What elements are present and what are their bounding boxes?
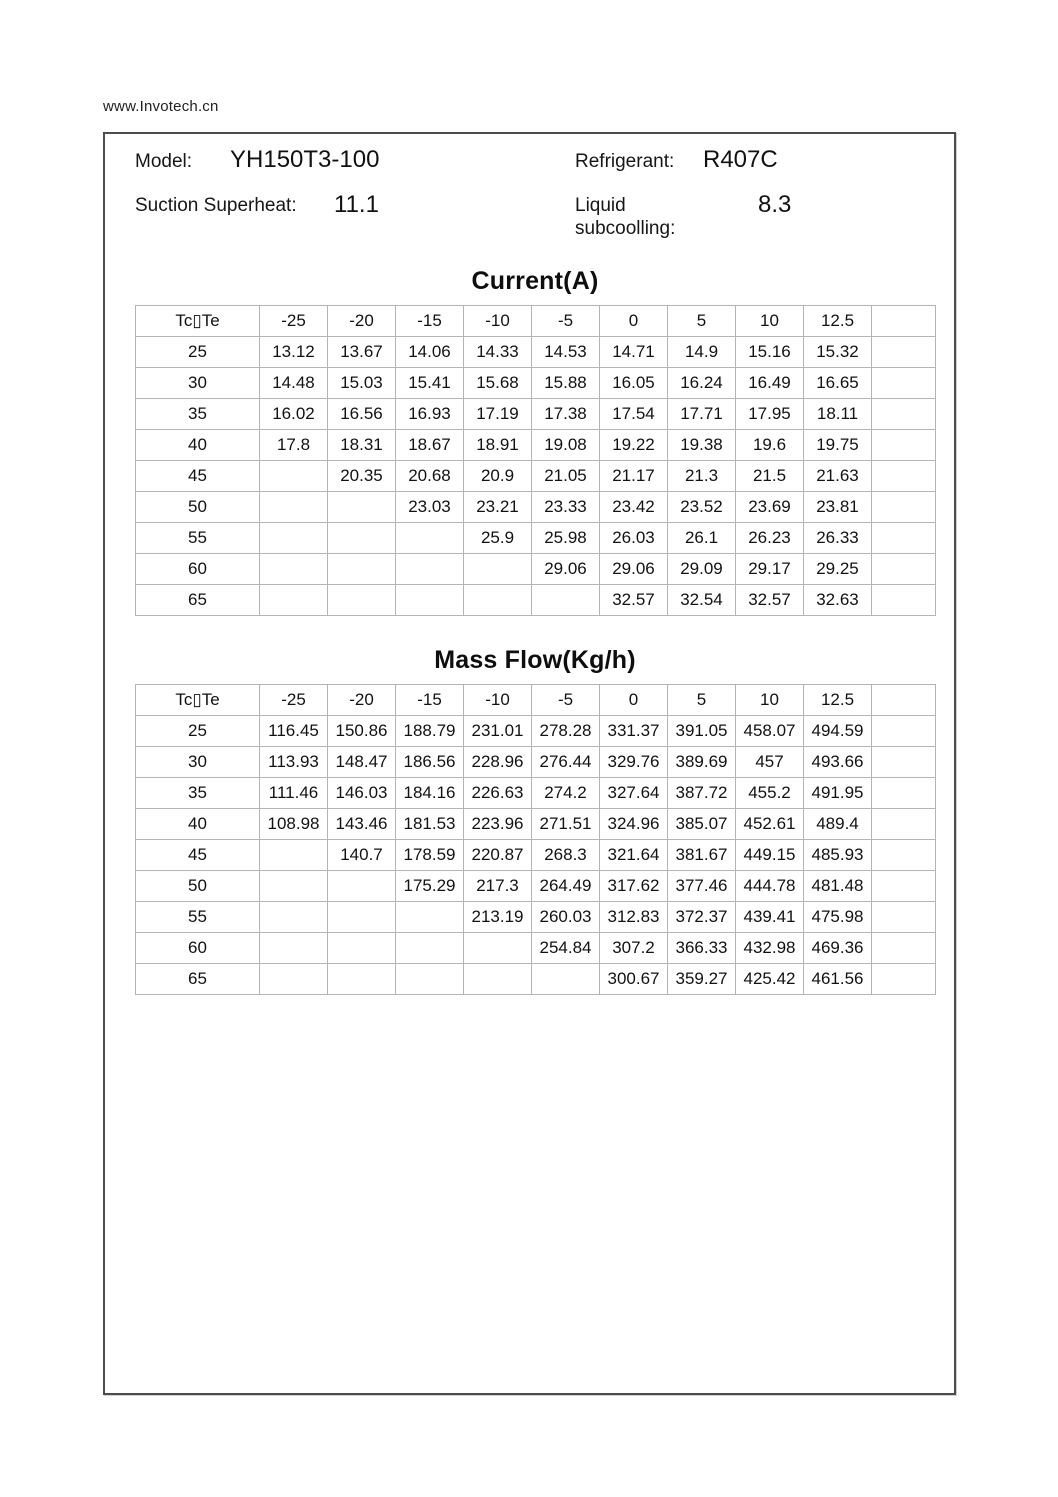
table-cell (396, 933, 464, 964)
table-cell: 23.69 (736, 492, 804, 523)
table-cell: 0 (600, 685, 668, 716)
table-cell: 17.38 (532, 399, 600, 430)
table-cell: 108.98 (260, 809, 328, 840)
table-cell: 16.24 (668, 368, 736, 399)
table-cell: 23.42 (600, 492, 668, 523)
table-cell: 223.96 (464, 809, 532, 840)
table-cell (872, 306, 936, 337)
table-cell: 449.15 (736, 840, 804, 871)
table-cell: 329.76 (600, 747, 668, 778)
table-cell: 140.7 (328, 840, 396, 871)
table-cell: 19.22 (600, 430, 668, 461)
table-cell: 26.1 (668, 523, 736, 554)
table-cell: 17.95 (736, 399, 804, 430)
table-cell: 26.23 (736, 523, 804, 554)
row-header-cell: 25 (136, 337, 260, 368)
table-cell: 26.03 (600, 523, 668, 554)
table-cell: 331.37 (600, 716, 668, 747)
table-cell (872, 554, 936, 585)
table-cell: 327.64 (600, 778, 668, 809)
table-cell: 13.67 (328, 337, 396, 368)
table-cell: 29.09 (668, 554, 736, 585)
table-cell (532, 964, 600, 995)
table-cell: 359.27 (668, 964, 736, 995)
table-cell: 228.96 (464, 747, 532, 778)
refrigerant-value: R407C (703, 146, 778, 173)
table-cell: 16.05 (600, 368, 668, 399)
model-value: YH150T3-100 (230, 146, 380, 173)
table-cell: 461.56 (804, 964, 872, 995)
table-cell: 113.93 (260, 747, 328, 778)
table-cell: 20.35 (328, 461, 396, 492)
table-cell: 21.05 (532, 461, 600, 492)
table-cell: 19.08 (532, 430, 600, 461)
row-header-cell: 35 (136, 399, 260, 430)
table-cell: 366.33 (668, 933, 736, 964)
table-cell: 455.2 (736, 778, 804, 809)
table-cell: 188.79 (396, 716, 464, 747)
table-cell: 0 (600, 306, 668, 337)
table-cell: 116.45 (260, 716, 328, 747)
table-cell: 307.2 (600, 933, 668, 964)
row-header-cell: 60 (136, 933, 260, 964)
table-cell: 19.75 (804, 430, 872, 461)
liquid-subcooling-label: Liquid subcoolling: (575, 195, 676, 240)
table-cell (872, 840, 936, 871)
table-cell: 231.01 (464, 716, 532, 747)
table-cell (260, 492, 328, 523)
table-cell: 18.11 (804, 399, 872, 430)
table-cell: 15.88 (532, 368, 600, 399)
table-cell: 21.17 (600, 461, 668, 492)
row-header-cell: 45 (136, 461, 260, 492)
table-cell: 260.03 (532, 902, 600, 933)
table-cell: 15.41 (396, 368, 464, 399)
table-cell: 491.95 (804, 778, 872, 809)
table-cell: 264.49 (532, 871, 600, 902)
table-cell: -20 (328, 685, 396, 716)
table-cell: 111.46 (260, 778, 328, 809)
table-cell: 278.28 (532, 716, 600, 747)
table-cell: 18.91 (464, 430, 532, 461)
table-cell: 25.98 (532, 523, 600, 554)
table-cell: 14.33 (464, 337, 532, 368)
table-cell: 17.8 (260, 430, 328, 461)
table-row (136, 871, 936, 902)
table-cell: 10 (736, 306, 804, 337)
table-cell: 14.06 (396, 337, 464, 368)
document-frame (103, 132, 956, 1395)
table-cell (328, 585, 396, 616)
table-cell: 385.07 (668, 809, 736, 840)
table-cell (872, 685, 936, 716)
table-row (136, 964, 936, 995)
table-title: Current(A) (471, 267, 599, 295)
table-cell: 143.46 (328, 809, 396, 840)
table-cell: 425.42 (736, 964, 804, 995)
table-row (136, 747, 936, 778)
table-cell: 387.72 (668, 778, 736, 809)
table-cell: 26.33 (804, 523, 872, 554)
table-cell (872, 399, 936, 430)
table-cell: -15 (396, 685, 464, 716)
table-cell (872, 871, 936, 902)
table-cell: 12.5 (804, 685, 872, 716)
table-cell: 268.3 (532, 840, 600, 871)
table-cell (328, 492, 396, 523)
table-cell: 16.49 (736, 368, 804, 399)
table-cell (396, 902, 464, 933)
suction-superheat-value: 11.1 (334, 191, 379, 218)
row-header-cell: 30 (136, 368, 260, 399)
table-cell: 18.31 (328, 430, 396, 461)
table-cell (328, 964, 396, 995)
table-cell (872, 337, 936, 368)
table-cell: 20.9 (464, 461, 532, 492)
table-cell: 321.64 (600, 840, 668, 871)
table-cell: 439.41 (736, 902, 804, 933)
table-row (136, 933, 936, 964)
table-cell (872, 809, 936, 840)
table-cell: 16.56 (328, 399, 396, 430)
table-cell (872, 430, 936, 461)
table-row (136, 840, 936, 871)
table-cell: 32.57 (600, 585, 668, 616)
table-cell (396, 585, 464, 616)
table-cell (872, 523, 936, 554)
table-row (136, 554, 936, 585)
table-cell: 32.57 (736, 585, 804, 616)
table-cell (328, 523, 396, 554)
mass-flow-table (135, 684, 936, 995)
table-cell (396, 964, 464, 995)
table-cell: 32.54 (668, 585, 736, 616)
row-header-cell: 55 (136, 902, 260, 933)
model-label: Model: (135, 151, 193, 172)
table-cell: 175.29 (396, 871, 464, 902)
refrigerant-label: Refrigerant: (575, 151, 675, 172)
table-cell: 19.38 (668, 430, 736, 461)
table-cell: -25 (260, 685, 328, 716)
row-header-cell: 30 (136, 747, 260, 778)
table-cell: 381.67 (668, 840, 736, 871)
table-row (136, 523, 936, 554)
row-header-cell: 25 (136, 716, 260, 747)
liquid-subcooling-value: 8.3 (758, 191, 792, 218)
table-row (136, 585, 936, 616)
row-header-cell: Tc▯Te (136, 685, 260, 716)
table-cell: 372.37 (668, 902, 736, 933)
table-cell: 457 (736, 747, 804, 778)
table-cell (872, 716, 936, 747)
table-cell (260, 840, 328, 871)
table-cell (260, 585, 328, 616)
row-header-cell: 60 (136, 554, 260, 585)
table-cell (872, 585, 936, 616)
table-cell: 16.65 (804, 368, 872, 399)
table-cell (464, 964, 532, 995)
table-cell: 15.03 (328, 368, 396, 399)
row-header-cell: 65 (136, 964, 260, 995)
table-cell: 15.68 (464, 368, 532, 399)
table-cell: 10 (736, 685, 804, 716)
table-cell: 148.47 (328, 747, 396, 778)
table-row (136, 809, 936, 840)
table-cell: -10 (464, 306, 532, 337)
table-cell: 29.06 (532, 554, 600, 585)
table-cell: 14.9 (668, 337, 736, 368)
table-cell: 324.96 (600, 809, 668, 840)
table-cell: 254.84 (532, 933, 600, 964)
table-cell: 271.51 (532, 809, 600, 840)
table-cell: 29.17 (736, 554, 804, 585)
table-cell: -15 (396, 306, 464, 337)
table-cell (464, 933, 532, 964)
table-cell: 317.62 (600, 871, 668, 902)
row-header-cell: 40 (136, 809, 260, 840)
table-row (136, 337, 936, 368)
table-cell: 178.59 (396, 840, 464, 871)
row-header-cell: 35 (136, 778, 260, 809)
current-table-section (135, 267, 935, 616)
table-cell (464, 554, 532, 585)
table-cell: 186.56 (396, 747, 464, 778)
column-header-row (136, 685, 936, 716)
current-table (135, 305, 936, 616)
table-cell: 150.86 (328, 716, 396, 747)
table-cell: 493.66 (804, 747, 872, 778)
table-cell: 489.4 (804, 809, 872, 840)
table-cell: 184.16 (396, 778, 464, 809)
table-cell: 485.93 (804, 840, 872, 871)
table-cell (872, 778, 936, 809)
website-url: www.Invotech.cn (103, 98, 219, 115)
mass-flow-table-section (135, 646, 935, 995)
table-cell (396, 523, 464, 554)
table-cell (872, 902, 936, 933)
table-cell: 469.36 (804, 933, 872, 964)
table-cell (328, 871, 396, 902)
row-header-cell: 50 (136, 871, 260, 902)
table-cell: 481.48 (804, 871, 872, 902)
table-cell: 15.32 (804, 337, 872, 368)
table-cell (872, 964, 936, 995)
table-cell: 21.63 (804, 461, 872, 492)
table-cell: 17.19 (464, 399, 532, 430)
table-cell: 17.54 (600, 399, 668, 430)
column-header-row (136, 306, 936, 337)
table-cell: 276.44 (532, 747, 600, 778)
table-cell: -5 (532, 306, 600, 337)
table-row (136, 716, 936, 747)
table-cell: 494.59 (804, 716, 872, 747)
table-cell: 29.06 (600, 554, 668, 585)
row-header-cell: 40 (136, 430, 260, 461)
table-cell (328, 902, 396, 933)
table-cell: 389.69 (668, 747, 736, 778)
table-cell (260, 964, 328, 995)
table-cell: 25.9 (464, 523, 532, 554)
row-header-cell: 50 (136, 492, 260, 523)
table-cell: 23.03 (396, 492, 464, 523)
table-cell: 312.83 (600, 902, 668, 933)
suction-superheat-label: Suction Superheat: (135, 195, 297, 216)
table-cell: 15.16 (736, 337, 804, 368)
row-header-cell: Tc▯Te (136, 306, 260, 337)
table-cell (260, 871, 328, 902)
table-cell: 12.5 (804, 306, 872, 337)
table-cell: 452.61 (736, 809, 804, 840)
table-cell: 13.12 (260, 337, 328, 368)
table-cell: 14.71 (600, 337, 668, 368)
table-cell (872, 747, 936, 778)
table-cell (260, 554, 328, 585)
table-row (136, 902, 936, 933)
table-cell: 29.25 (804, 554, 872, 585)
table-row (136, 461, 936, 492)
table-row (136, 368, 936, 399)
table-cell: 181.53 (396, 809, 464, 840)
table-cell: 432.98 (736, 933, 804, 964)
table-cell: 146.03 (328, 778, 396, 809)
table-cell (464, 585, 532, 616)
table-cell: 391.05 (668, 716, 736, 747)
table-cell: 19.6 (736, 430, 804, 461)
table-row (136, 399, 936, 430)
table-cell: 17.71 (668, 399, 736, 430)
table-cell: 274.2 (532, 778, 600, 809)
table-cell: 18.67 (396, 430, 464, 461)
table-cell: 23.33 (532, 492, 600, 523)
table-cell (260, 902, 328, 933)
table-cell: 300.67 (600, 964, 668, 995)
table-cell: 14.48 (260, 368, 328, 399)
table-cell: 16.02 (260, 399, 328, 430)
table-cell: -10 (464, 685, 532, 716)
table-cell: 217.3 (464, 871, 532, 902)
table-cell: 475.98 (804, 902, 872, 933)
table-cell: 213.19 (464, 902, 532, 933)
table-cell: 226.63 (464, 778, 532, 809)
table-cell: 23.21 (464, 492, 532, 523)
table-cell: 20.68 (396, 461, 464, 492)
table-cell: 16.93 (396, 399, 464, 430)
table-cell: 5 (668, 685, 736, 716)
table-cell (872, 933, 936, 964)
table-cell: -5 (532, 685, 600, 716)
table-cell (328, 554, 396, 585)
table-cell: 5 (668, 306, 736, 337)
table-cell: 23.52 (668, 492, 736, 523)
table-cell: 32.63 (804, 585, 872, 616)
table-cell: 377.46 (668, 871, 736, 902)
table-cell (328, 933, 396, 964)
table-cell (260, 461, 328, 492)
row-header-cell: 65 (136, 585, 260, 616)
table-cell: -20 (328, 306, 396, 337)
table-cell: 21.3 (668, 461, 736, 492)
table-cell (532, 585, 600, 616)
row-header-cell: 55 (136, 523, 260, 554)
table-cell (396, 554, 464, 585)
table-row (136, 492, 936, 523)
table-cell (260, 933, 328, 964)
table-cell: 21.5 (736, 461, 804, 492)
table-cell (260, 523, 328, 554)
table-cell (872, 492, 936, 523)
table-cell (872, 461, 936, 492)
table-cell: 220.87 (464, 840, 532, 871)
table-title: Mass Flow(Kg/h) (434, 646, 636, 674)
table-row (136, 778, 936, 809)
table-cell (872, 368, 936, 399)
table-cell: -25 (260, 306, 328, 337)
table-cell: 444.78 (736, 871, 804, 902)
table-cell: 23.81 (804, 492, 872, 523)
table-cell: 458.07 (736, 716, 804, 747)
table-cell: 14.53 (532, 337, 600, 368)
table-row (136, 430, 936, 461)
row-header-cell: 45 (136, 840, 260, 871)
